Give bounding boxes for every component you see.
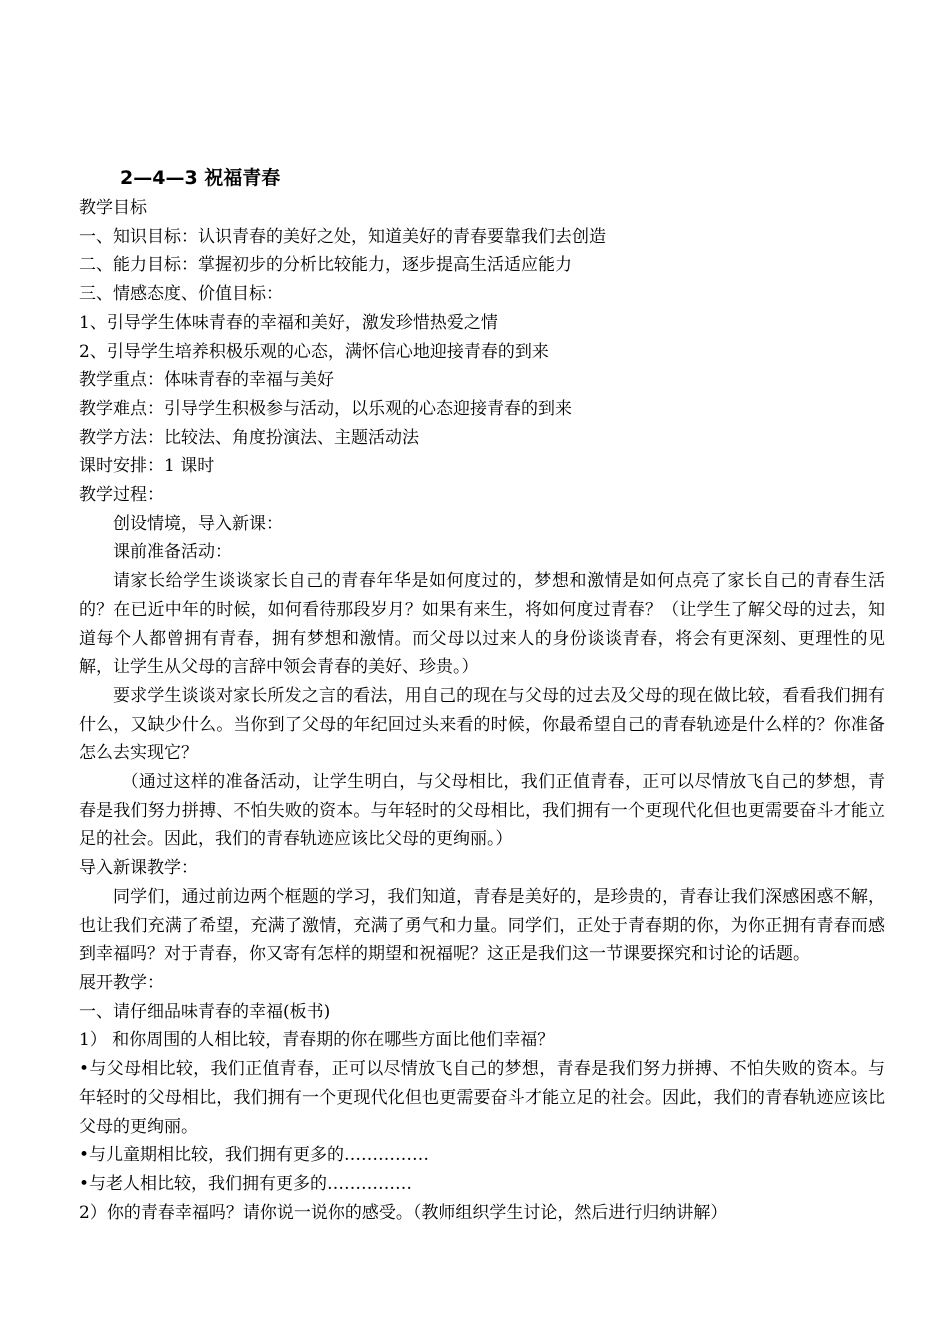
- emotion-item-1: 1、引导学生体味青春的幸福和美好，激发珍惜热爱之情: [79, 312, 498, 333]
- class-hours: 课时安排：1 课时: [79, 456, 215, 477]
- bullet-children: •与儿童期相比较，我们拥有更多的……………: [79, 1145, 430, 1166]
- intro-paragraph: 同学们，通过前边两个框题的学习，我们知道，青春是美好的，是珍贵的，青春让我们深感困惑不解，也让我们充满了希望，充满了激情，充满了勇气和力量。同学们，正处于青春期的你，为你正拥有青春而感到幸福吗？对于青春，你又寄有怎样的期望和祝福呢？这正是我们这一节课要探究和讨论的话题。: [79, 886, 885, 965]
- students-paragraph: 要求学生谈谈对家长所发之言的看法，用自己的现在与父母的过去及父母的现在做比较，看看我们拥有什么，又缺少什么。当你到了父母的年纪回过头来看的时候，你最希望自己的青春轨迹是什么样的？你准备怎么去实现它？: [79, 685, 885, 764]
- bullet-parents: •与父母相比较，我们正值青春，正可以尽情放飞自己的梦想，青春是我们努力拼搏、不怕失败的资本。与年轻时的父母相比，我们拥有一个更现代化但也更需要奋斗才能立足的社会。因此，我们的青春轨迹应该比父母的更绚丽。: [79, 1059, 885, 1137]
- teaching-method: 教学方法：比较法、角度扮演法、主题活动法: [79, 427, 419, 448]
- emotion-objective: 三、情感态度、价值目标：: [79, 284, 283, 305]
- bullet-elders: •与老人相比较，我们拥有更多的……………: [79, 1173, 413, 1194]
- ability-objective: 二、能力目标：掌握初步的分析比较能力，逐步提高生活适应能力: [79, 255, 572, 276]
- expand-heading: 展开教学：: [79, 972, 164, 993]
- document-body: [79, 163, 885, 1227]
- knowledge-objective: 一、知识目标：认识青春的美好之处，知道美好的青春要靠我们去创造: [79, 226, 606, 247]
- key-point: 教学重点：体味青春的幸福与美好: [79, 370, 334, 391]
- prep-heading: 课前准备活动：: [113, 542, 232, 563]
- section-1-heading: 一、请仔细品味青春的幸福(板书): [79, 1001, 331, 1022]
- objectives-heading: 教学目标: [79, 198, 147, 218]
- difficulty: 教学难点：引导学生积极参与活动，以乐观的心态迎接青春的到来: [79, 398, 572, 419]
- intro-heading: 导入新课教学：: [79, 858, 198, 879]
- purpose-paragraph: （通过这样的准备活动，让学生明白，与父母相比，我们正值青春，正可以尽情放飞自己的梦想，青春是我们努力拼搏、不怕失败的资本。与年轻时的父母相比，我们拥有一个更现代化但也更需要奋斗才能立足的社会。因此，我们的青春轨迹应该比父母的更绚丽。）: [79, 772, 885, 850]
- emotion-item-2: 2、引导学生培养积极乐观的心态，满怀信心地迎接青春的到来: [79, 341, 549, 362]
- question-1: 1） 和你周围的人相比较，青春期的你在哪些方面比他们幸福？: [79, 1030, 555, 1051]
- question-2: 2）你的青春幸福吗？请你说一说你的感受。（教师组织学生讨论，然后进行归纳讲解）: [79, 1202, 728, 1223]
- parents-paragraph: 请家长给学生谈谈家长自己的青春年华是如何度过的，梦想和激情是如何点亮了家长自己的青春生活的？在已近中年的时候，如何看待那段岁月？如果有来生，将如何度过青春？（让学生了解父母的过去，知道每个人都曾拥有青春，拥有梦想和激情。而父母以过来人的身份谈谈青春，将会有更深刻、更理性的见解，让学生从父母的言辞中领会青春的美好、珍贵。）: [79, 571, 885, 678]
- scene-heading: 创设情境，导入新课：: [113, 513, 283, 534]
- page-title: 2—4—3 祝福青春: [120, 167, 281, 189]
- process-heading: 教学过程：: [79, 485, 164, 506]
